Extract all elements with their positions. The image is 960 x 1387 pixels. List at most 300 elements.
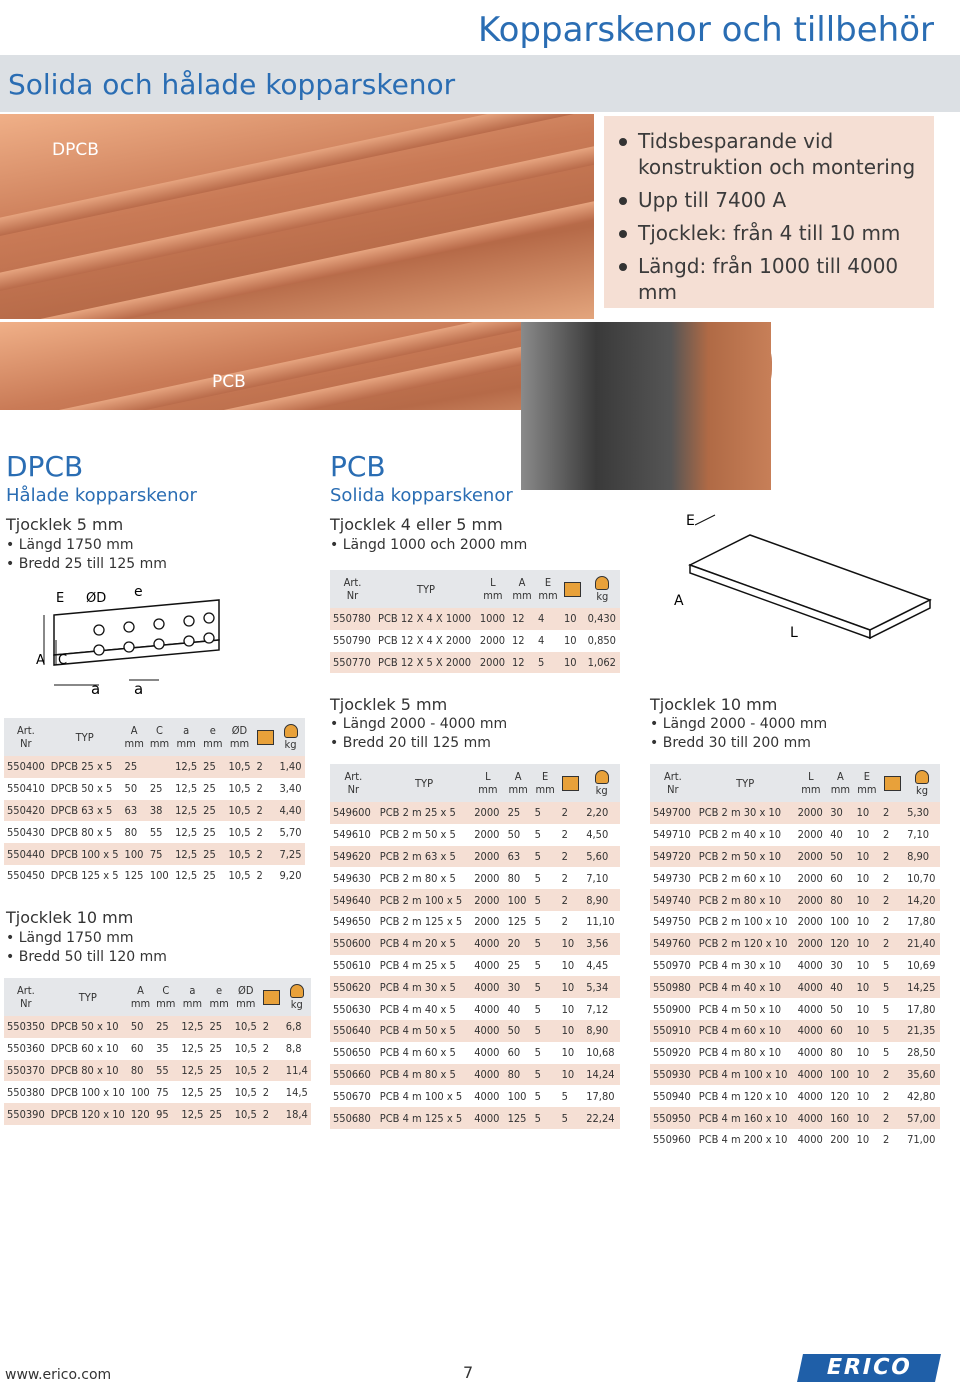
table-cell: 549630 bbox=[333, 871, 371, 885]
table-cell: 50 bbox=[830, 1002, 843, 1016]
table-cell: 2 bbox=[561, 828, 568, 842]
table-cell: 100 bbox=[830, 1067, 850, 1081]
weight-icon bbox=[595, 770, 609, 784]
table-cell: 5 bbox=[534, 1046, 541, 1060]
table-cell: 40 bbox=[507, 1002, 521, 1016]
table-cell: 550780 bbox=[333, 612, 371, 626]
table-cell: 10,69 bbox=[907, 958, 936, 972]
column-header: C mm bbox=[156, 984, 176, 1010]
table-cell: 4000 bbox=[797, 1002, 823, 1016]
table-cell: 80 bbox=[507, 1067, 521, 1081]
table-cell: 2000 bbox=[797, 849, 823, 863]
table-cell: 80 bbox=[830, 1046, 843, 1060]
table-cell: 2 bbox=[883, 937, 890, 951]
table-cell: 14,25 bbox=[907, 980, 936, 994]
table-cell: DPCB 63 x 5 bbox=[50, 803, 113, 817]
table-cell: 2 bbox=[561, 806, 568, 820]
table-row bbox=[650, 867, 940, 889]
table-cell: 5,30 bbox=[907, 806, 930, 820]
diagram-label-A: A bbox=[36, 653, 45, 668]
pcb-photo-label: PCB bbox=[212, 372, 246, 392]
table-cell: PCB 4 m 40 x 10 bbox=[698, 980, 782, 994]
table-cell: 5,34 bbox=[586, 980, 609, 994]
table-cell: 40 bbox=[830, 828, 843, 842]
table-row bbox=[330, 630, 620, 652]
table-cell: 30 bbox=[830, 806, 843, 820]
table-cell: DPCB 100 x 10 bbox=[50, 1085, 125, 1099]
table-cell: 10 bbox=[856, 1046, 870, 1060]
table-cell: 120 bbox=[130, 1107, 150, 1121]
table-cell: 5 bbox=[534, 849, 541, 863]
table-cell: 0,430 bbox=[587, 612, 616, 626]
table-cell: 10,5 bbox=[228, 760, 251, 774]
table-cell: 0,850 bbox=[587, 634, 616, 648]
table-cell: 20 bbox=[507, 937, 521, 951]
table-cell: 550950 bbox=[653, 1111, 691, 1125]
table-cell: DPCB 125 x 5 bbox=[50, 869, 119, 883]
table-cell: 25 bbox=[203, 847, 216, 861]
column-header: TYP bbox=[736, 776, 755, 790]
table-cell: 549700 bbox=[653, 806, 691, 820]
table-cell: 2000 bbox=[797, 828, 823, 842]
table-cell: 42,80 bbox=[907, 1089, 936, 1103]
table-row bbox=[4, 821, 305, 843]
table-cell: 10 bbox=[856, 1002, 870, 1016]
dpcb10-thickness: Tjocklek 10 mm bbox=[6, 908, 134, 927]
column-header: Art. Nr bbox=[16, 984, 35, 1010]
table-cell: 9,20 bbox=[279, 869, 302, 883]
table-cell: 12,5 bbox=[175, 760, 198, 774]
pcb10-thickness: Tjocklek 10 mm bbox=[650, 695, 778, 714]
table-cell: 25 bbox=[209, 1085, 223, 1099]
table-row bbox=[330, 1107, 620, 1129]
table-cell: 7,10 bbox=[586, 871, 609, 885]
table-cell: 80 bbox=[124, 825, 138, 839]
weight-header: kg bbox=[277, 718, 305, 756]
table-row bbox=[330, 1085, 620, 1107]
table-cell: 30 bbox=[507, 980, 521, 994]
pcb-length: • Längd 1000 och 2000 mm bbox=[330, 537, 528, 553]
table-cell: 5 bbox=[534, 1002, 541, 1016]
table-cell: 75 bbox=[149, 847, 163, 861]
table-cell: 80 bbox=[507, 871, 521, 885]
page-title: Solida och hålade kopparskenor bbox=[8, 68, 456, 101]
table-cell: 550660 bbox=[333, 1067, 371, 1081]
table-cell: 12 bbox=[511, 655, 525, 669]
table-cell: 2 bbox=[256, 847, 263, 861]
table-cell: 550930 bbox=[653, 1067, 691, 1081]
table-cell: DPCB 100 x 5 bbox=[50, 847, 119, 861]
table-cell: 57,00 bbox=[907, 1111, 936, 1125]
weight-header: kg bbox=[585, 570, 620, 608]
table-cell: 25 bbox=[507, 958, 521, 972]
table-cell: 8,90 bbox=[586, 1024, 609, 1038]
table-cell: 2 bbox=[256, 760, 263, 774]
table-row bbox=[650, 1020, 940, 1042]
table-cell: 4000 bbox=[474, 1002, 500, 1016]
table-cell: 4000 bbox=[797, 1111, 823, 1125]
package-icon bbox=[260, 978, 283, 1016]
table-cell: 50 bbox=[130, 1020, 144, 1034]
table-row bbox=[650, 846, 940, 868]
column-header: ØD mm bbox=[236, 984, 256, 1010]
table-cell: 550370 bbox=[7, 1063, 45, 1077]
table-cell: 550350 bbox=[7, 1020, 45, 1034]
table-row bbox=[650, 1042, 940, 1064]
table-cell: 2 bbox=[256, 803, 263, 817]
dpcb-table-10mm bbox=[4, 978, 311, 1125]
table-cell: 10 bbox=[856, 1111, 870, 1125]
table-row bbox=[4, 778, 305, 800]
table-cell: 25 bbox=[203, 760, 216, 774]
package-icon bbox=[880, 764, 904, 802]
table-cell: 549610 bbox=[333, 828, 371, 842]
table-cell: 2 bbox=[262, 1042, 270, 1056]
table-cell: 12,5 bbox=[175, 847, 198, 861]
table-cell: DPCB 50 x 5 bbox=[50, 782, 113, 796]
table-cell: 2 bbox=[883, 915, 890, 929]
table-cell: 4000 bbox=[797, 1089, 823, 1103]
table-row bbox=[650, 976, 940, 998]
table-cell: 550910 bbox=[653, 1024, 691, 1038]
table-cell: 12,5 bbox=[181, 1085, 204, 1099]
table-cell: 2 bbox=[883, 1111, 890, 1125]
table-cell: 22,24 bbox=[586, 1111, 615, 1125]
table-row bbox=[4, 843, 305, 865]
table-cell: DPCB 25 x 5 bbox=[50, 760, 113, 774]
table-row bbox=[330, 1020, 620, 1042]
table-cell: 550770 bbox=[333, 655, 371, 669]
table-cell: 4000 bbox=[797, 958, 823, 972]
table-cell: 5 bbox=[534, 828, 541, 842]
table-row bbox=[650, 933, 940, 955]
table-cell: 4000 bbox=[797, 1067, 823, 1081]
table-cell: 2 bbox=[262, 1085, 270, 1099]
package-icon bbox=[254, 718, 277, 756]
diagram-label-a2: a bbox=[134, 680, 144, 695]
table-row bbox=[4, 1016, 311, 1038]
pcb10-length: • Längd 2000 - 4000 mm bbox=[650, 716, 828, 732]
table-row bbox=[330, 911, 620, 933]
table-cell: 549730 bbox=[653, 871, 691, 885]
column-header: Art. Nr bbox=[16, 724, 35, 750]
table-cell: PCB 4 m 60 x 5 bbox=[379, 1046, 456, 1060]
table-cell: 550960 bbox=[653, 1133, 691, 1147]
table-row bbox=[330, 608, 620, 630]
weight-icon bbox=[915, 770, 929, 784]
table-cell: 549740 bbox=[653, 893, 691, 907]
table-cell: 17,80 bbox=[907, 1002, 936, 1016]
table-cell: 12,5 bbox=[181, 1107, 204, 1121]
table-cell: 4,45 bbox=[586, 958, 609, 972]
table-cell: PCB 2 m 125 x 5 bbox=[379, 915, 463, 929]
diagram-label-e: e bbox=[134, 584, 143, 600]
table-cell: 25 bbox=[203, 803, 216, 817]
table-row bbox=[330, 955, 620, 977]
weight-icon bbox=[284, 724, 298, 738]
table-cell: 38 bbox=[149, 803, 163, 817]
table-cell: 60 bbox=[830, 871, 843, 885]
pcb5-thickness: Tjocklek 5 mm bbox=[330, 695, 448, 714]
column-header: C mm bbox=[149, 724, 170, 750]
table-cell: 550970 bbox=[653, 958, 691, 972]
column-header: A mm bbox=[130, 984, 151, 1010]
table-cell: PCB 12 X 4 X 1000 bbox=[378, 612, 472, 626]
table-cell: 4,40 bbox=[279, 803, 302, 817]
switchboard-photo bbox=[521, 322, 771, 490]
table-row bbox=[330, 652, 620, 674]
table-cell: 25 bbox=[507, 806, 521, 820]
table-row bbox=[330, 1064, 620, 1086]
column-header: TYP bbox=[78, 990, 97, 1004]
dpcb-photo-label: DPCB bbox=[52, 140, 99, 160]
column-header: Art. Nr bbox=[343, 576, 362, 602]
table-row bbox=[330, 933, 620, 955]
table-cell: 12,5 bbox=[181, 1063, 204, 1077]
table-cell: 25 bbox=[203, 825, 216, 839]
table-row bbox=[330, 824, 620, 846]
dpcb-diagram bbox=[34, 580, 234, 695]
table-cell: 550430 bbox=[7, 825, 45, 839]
table-cell: 549620 bbox=[333, 849, 371, 863]
footer-url[interactable]: www.erico.com bbox=[5, 1367, 112, 1383]
table-row bbox=[330, 1042, 620, 1064]
table-cell: 4000 bbox=[797, 1133, 823, 1147]
table-cell: PCB 2 m 100 x 10 bbox=[698, 915, 788, 929]
table-cell: 12 bbox=[511, 634, 525, 648]
column-header: Art. Nr bbox=[344, 770, 363, 796]
table-cell: 5 bbox=[561, 1111, 568, 1125]
table-cell: DPCB 120 x 10 bbox=[50, 1107, 125, 1121]
table-cell: PCB 2 m 63 x 5 bbox=[379, 849, 456, 863]
table-cell: 5 bbox=[883, 958, 890, 972]
table-cell: 10,5 bbox=[234, 1020, 257, 1034]
table-cell: 125 bbox=[507, 1111, 527, 1125]
table-cell: 200 bbox=[830, 1133, 850, 1147]
column-header: e mm bbox=[209, 984, 229, 1010]
table-cell: 10,68 bbox=[586, 1046, 615, 1060]
table-cell: 12,5 bbox=[175, 782, 198, 796]
column-header: A mm bbox=[124, 724, 144, 750]
table-cell: PCB 4 m 80 x 10 bbox=[698, 1046, 782, 1060]
table-cell: 11,10 bbox=[586, 915, 615, 929]
column-header: TYP bbox=[416, 582, 435, 596]
table-cell: DPCB 50 x 10 bbox=[50, 1020, 119, 1034]
table-cell: 25 bbox=[203, 782, 216, 796]
dpcb-subtitle: Hålade kopparskenor bbox=[6, 485, 197, 506]
table-cell: 549650 bbox=[333, 915, 371, 929]
table-cell: 2 bbox=[256, 782, 263, 796]
diagram-label-a1: a bbox=[91, 680, 101, 695]
column-header: L mm bbox=[483, 576, 503, 602]
table-row bbox=[4, 865, 305, 887]
table-cell: 2000 bbox=[797, 871, 823, 885]
table-cell: 125 bbox=[124, 869, 144, 883]
erico-logo: ERICO bbox=[797, 1354, 941, 1382]
table-cell: 550980 bbox=[653, 980, 691, 994]
table-cell: 25 bbox=[209, 1042, 223, 1056]
table-cell: 60 bbox=[507, 1046, 521, 1060]
table-cell: 10,5 bbox=[234, 1042, 257, 1056]
dpcb-length: • Längd 1750 mm bbox=[6, 537, 134, 553]
package-icon bbox=[559, 764, 584, 802]
dpcb10-length: • Längd 1750 mm bbox=[6, 930, 134, 946]
table-cell: 4000 bbox=[474, 1046, 500, 1060]
table-cell: 8,90 bbox=[586, 893, 609, 907]
table-cell: 10 bbox=[856, 1089, 870, 1103]
column-header: L mm bbox=[801, 770, 821, 796]
diagram-label-E: E bbox=[56, 591, 65, 606]
column-header: Art. Nr bbox=[663, 770, 682, 796]
package-icon bbox=[561, 570, 585, 608]
table-cell: 10 bbox=[856, 1024, 870, 1038]
table-cell: 5,60 bbox=[586, 849, 609, 863]
table-row bbox=[4, 1103, 311, 1125]
table-cell bbox=[147, 756, 172, 778]
pcb-thickness: Tjocklek 4 eller 5 mm bbox=[330, 515, 503, 534]
table-cell: 10,5 bbox=[234, 1107, 257, 1121]
column-header: E mm bbox=[535, 770, 555, 796]
table-cell: PCB 4 m 200 x 10 bbox=[698, 1133, 788, 1147]
table-cell: 2 bbox=[262, 1107, 270, 1121]
table-cell: 4 bbox=[537, 612, 545, 626]
table-cell: 100 bbox=[507, 893, 527, 907]
table-cell: 55 bbox=[156, 1063, 169, 1077]
table-cell: 10,5 bbox=[234, 1063, 257, 1077]
dpcb10-width: • Bredd 50 till 120 mm bbox=[6, 949, 167, 965]
table-cell: 28,50 bbox=[907, 1046, 936, 1060]
pcb-title: PCB bbox=[330, 450, 386, 483]
table-cell: 63 bbox=[507, 849, 521, 863]
table-cell: PCB 2 m 25 x 5 bbox=[379, 806, 456, 820]
table-cell: 10 bbox=[856, 980, 870, 994]
weight-header: kg bbox=[904, 764, 940, 802]
table-cell: 2 bbox=[883, 1067, 890, 1081]
table-cell: 2000 bbox=[797, 893, 823, 907]
table-cell: 100 bbox=[130, 1085, 150, 1099]
table-cell: 3,40 bbox=[279, 782, 302, 796]
table-cell: 120 bbox=[830, 937, 850, 951]
table-cell: 2000 bbox=[797, 806, 823, 820]
diagram-label-L: L bbox=[790, 625, 798, 641]
table-cell: 2000 bbox=[474, 893, 500, 907]
table-cell: 1,062 bbox=[587, 655, 616, 669]
table-cell: 10 bbox=[856, 1133, 870, 1147]
table-cell: 80 bbox=[830, 893, 843, 907]
weight-header: kg bbox=[283, 978, 311, 1016]
table-cell: 25 bbox=[156, 1020, 169, 1034]
diagram-label-C: C bbox=[58, 653, 68, 668]
table-cell: PCB 4 m 60 x 10 bbox=[698, 1024, 782, 1038]
table-cell: 100 bbox=[124, 847, 144, 861]
table-cell: 2 bbox=[883, 893, 890, 907]
table-cell: PCB 4 m 125 x 5 bbox=[379, 1111, 463, 1125]
table-cell: 2 bbox=[262, 1020, 270, 1034]
table-cell: 7,25 bbox=[279, 847, 302, 861]
table-cell: 2,20 bbox=[586, 806, 609, 820]
table-row bbox=[650, 1129, 940, 1151]
table-cell: 10 bbox=[563, 655, 577, 669]
table-cell: 549720 bbox=[653, 849, 691, 863]
table-cell: PCB 2 m 50 x 10 bbox=[698, 849, 782, 863]
table-cell: PCB 2 m 80 x 10 bbox=[698, 893, 782, 907]
table-cell: 549600 bbox=[333, 806, 371, 820]
table-cell: 10,5 bbox=[228, 782, 251, 796]
table-cell: 2 bbox=[883, 849, 890, 863]
table-cell: 18,4 bbox=[285, 1107, 308, 1121]
table-cell: 50 bbox=[507, 1024, 521, 1038]
table-row bbox=[650, 889, 940, 911]
table-cell: PCB 4 m 30 x 10 bbox=[698, 958, 782, 972]
dpcb-title: DPCB bbox=[6, 450, 84, 483]
table-cell: 10,5 bbox=[228, 847, 251, 861]
column-header: TYP bbox=[75, 730, 94, 744]
table-cell: 2 bbox=[883, 828, 890, 842]
table-cell: 4000 bbox=[474, 958, 500, 972]
table-cell: 2000 bbox=[474, 915, 500, 929]
table-cell: 2000 bbox=[479, 634, 506, 648]
table-cell: 5 bbox=[534, 1089, 541, 1103]
table-cell: 2 bbox=[561, 849, 568, 863]
weight-icon bbox=[290, 984, 304, 998]
table-row bbox=[4, 800, 305, 822]
weight-header: kg bbox=[583, 764, 620, 802]
column-header: A mm bbox=[512, 576, 532, 602]
table-cell: PCB 4 m 20 x 5 bbox=[379, 937, 456, 951]
table-cell: 10 bbox=[563, 634, 577, 648]
table-cell: 550410 bbox=[7, 782, 45, 796]
table-cell: 4000 bbox=[474, 1067, 500, 1081]
pcb5-width: • Bredd 20 till 125 mm bbox=[330, 735, 491, 751]
pcb10-width: • Bredd 30 till 200 mm bbox=[650, 735, 811, 751]
table-cell: 5 bbox=[534, 871, 541, 885]
table-cell: 550900 bbox=[653, 1002, 691, 1016]
table-cell: 10 bbox=[856, 1067, 870, 1081]
table-cell: 550420 bbox=[7, 803, 45, 817]
table-cell: 30 bbox=[830, 958, 843, 972]
table-cell: 550620 bbox=[333, 980, 371, 994]
table-cell: 2 bbox=[883, 871, 890, 885]
diagram-label-E: E bbox=[686, 513, 695, 529]
table-cell: 14,24 bbox=[586, 1067, 615, 1081]
table-cell: 4000 bbox=[474, 1024, 500, 1038]
table-cell: 2000 bbox=[797, 937, 823, 951]
table-cell: 12,5 bbox=[181, 1042, 204, 1056]
table-cell: 25 bbox=[149, 782, 163, 796]
pcb5-length: • Längd 2000 - 4000 mm bbox=[330, 716, 508, 732]
table-cell: PCB 2 m 40 x 10 bbox=[698, 828, 782, 842]
table-cell: 550600 bbox=[333, 937, 371, 951]
table-cell: 35 bbox=[156, 1042, 169, 1056]
table-cell: 75 bbox=[156, 1085, 169, 1099]
table-cell: 100 bbox=[830, 915, 850, 929]
table-cell: 5 bbox=[534, 915, 541, 929]
table-cell: 160 bbox=[830, 1111, 850, 1125]
table-cell: 10,5 bbox=[228, 803, 251, 817]
table-cell: 5 bbox=[534, 937, 541, 951]
column-header: L mm bbox=[478, 770, 498, 796]
table-cell: 550650 bbox=[333, 1046, 371, 1060]
table-cell: 17,80 bbox=[586, 1089, 615, 1103]
table-cell: 10 bbox=[856, 915, 870, 929]
table-cell: 2000 bbox=[474, 806, 500, 820]
table-cell: 10 bbox=[561, 958, 575, 972]
table-cell: 12,5 bbox=[175, 825, 198, 839]
table-cell: 10 bbox=[561, 1046, 575, 1060]
table-cell: 10 bbox=[856, 893, 870, 907]
table-cell: 5 bbox=[534, 893, 541, 907]
table-cell: 80 bbox=[130, 1063, 144, 1077]
